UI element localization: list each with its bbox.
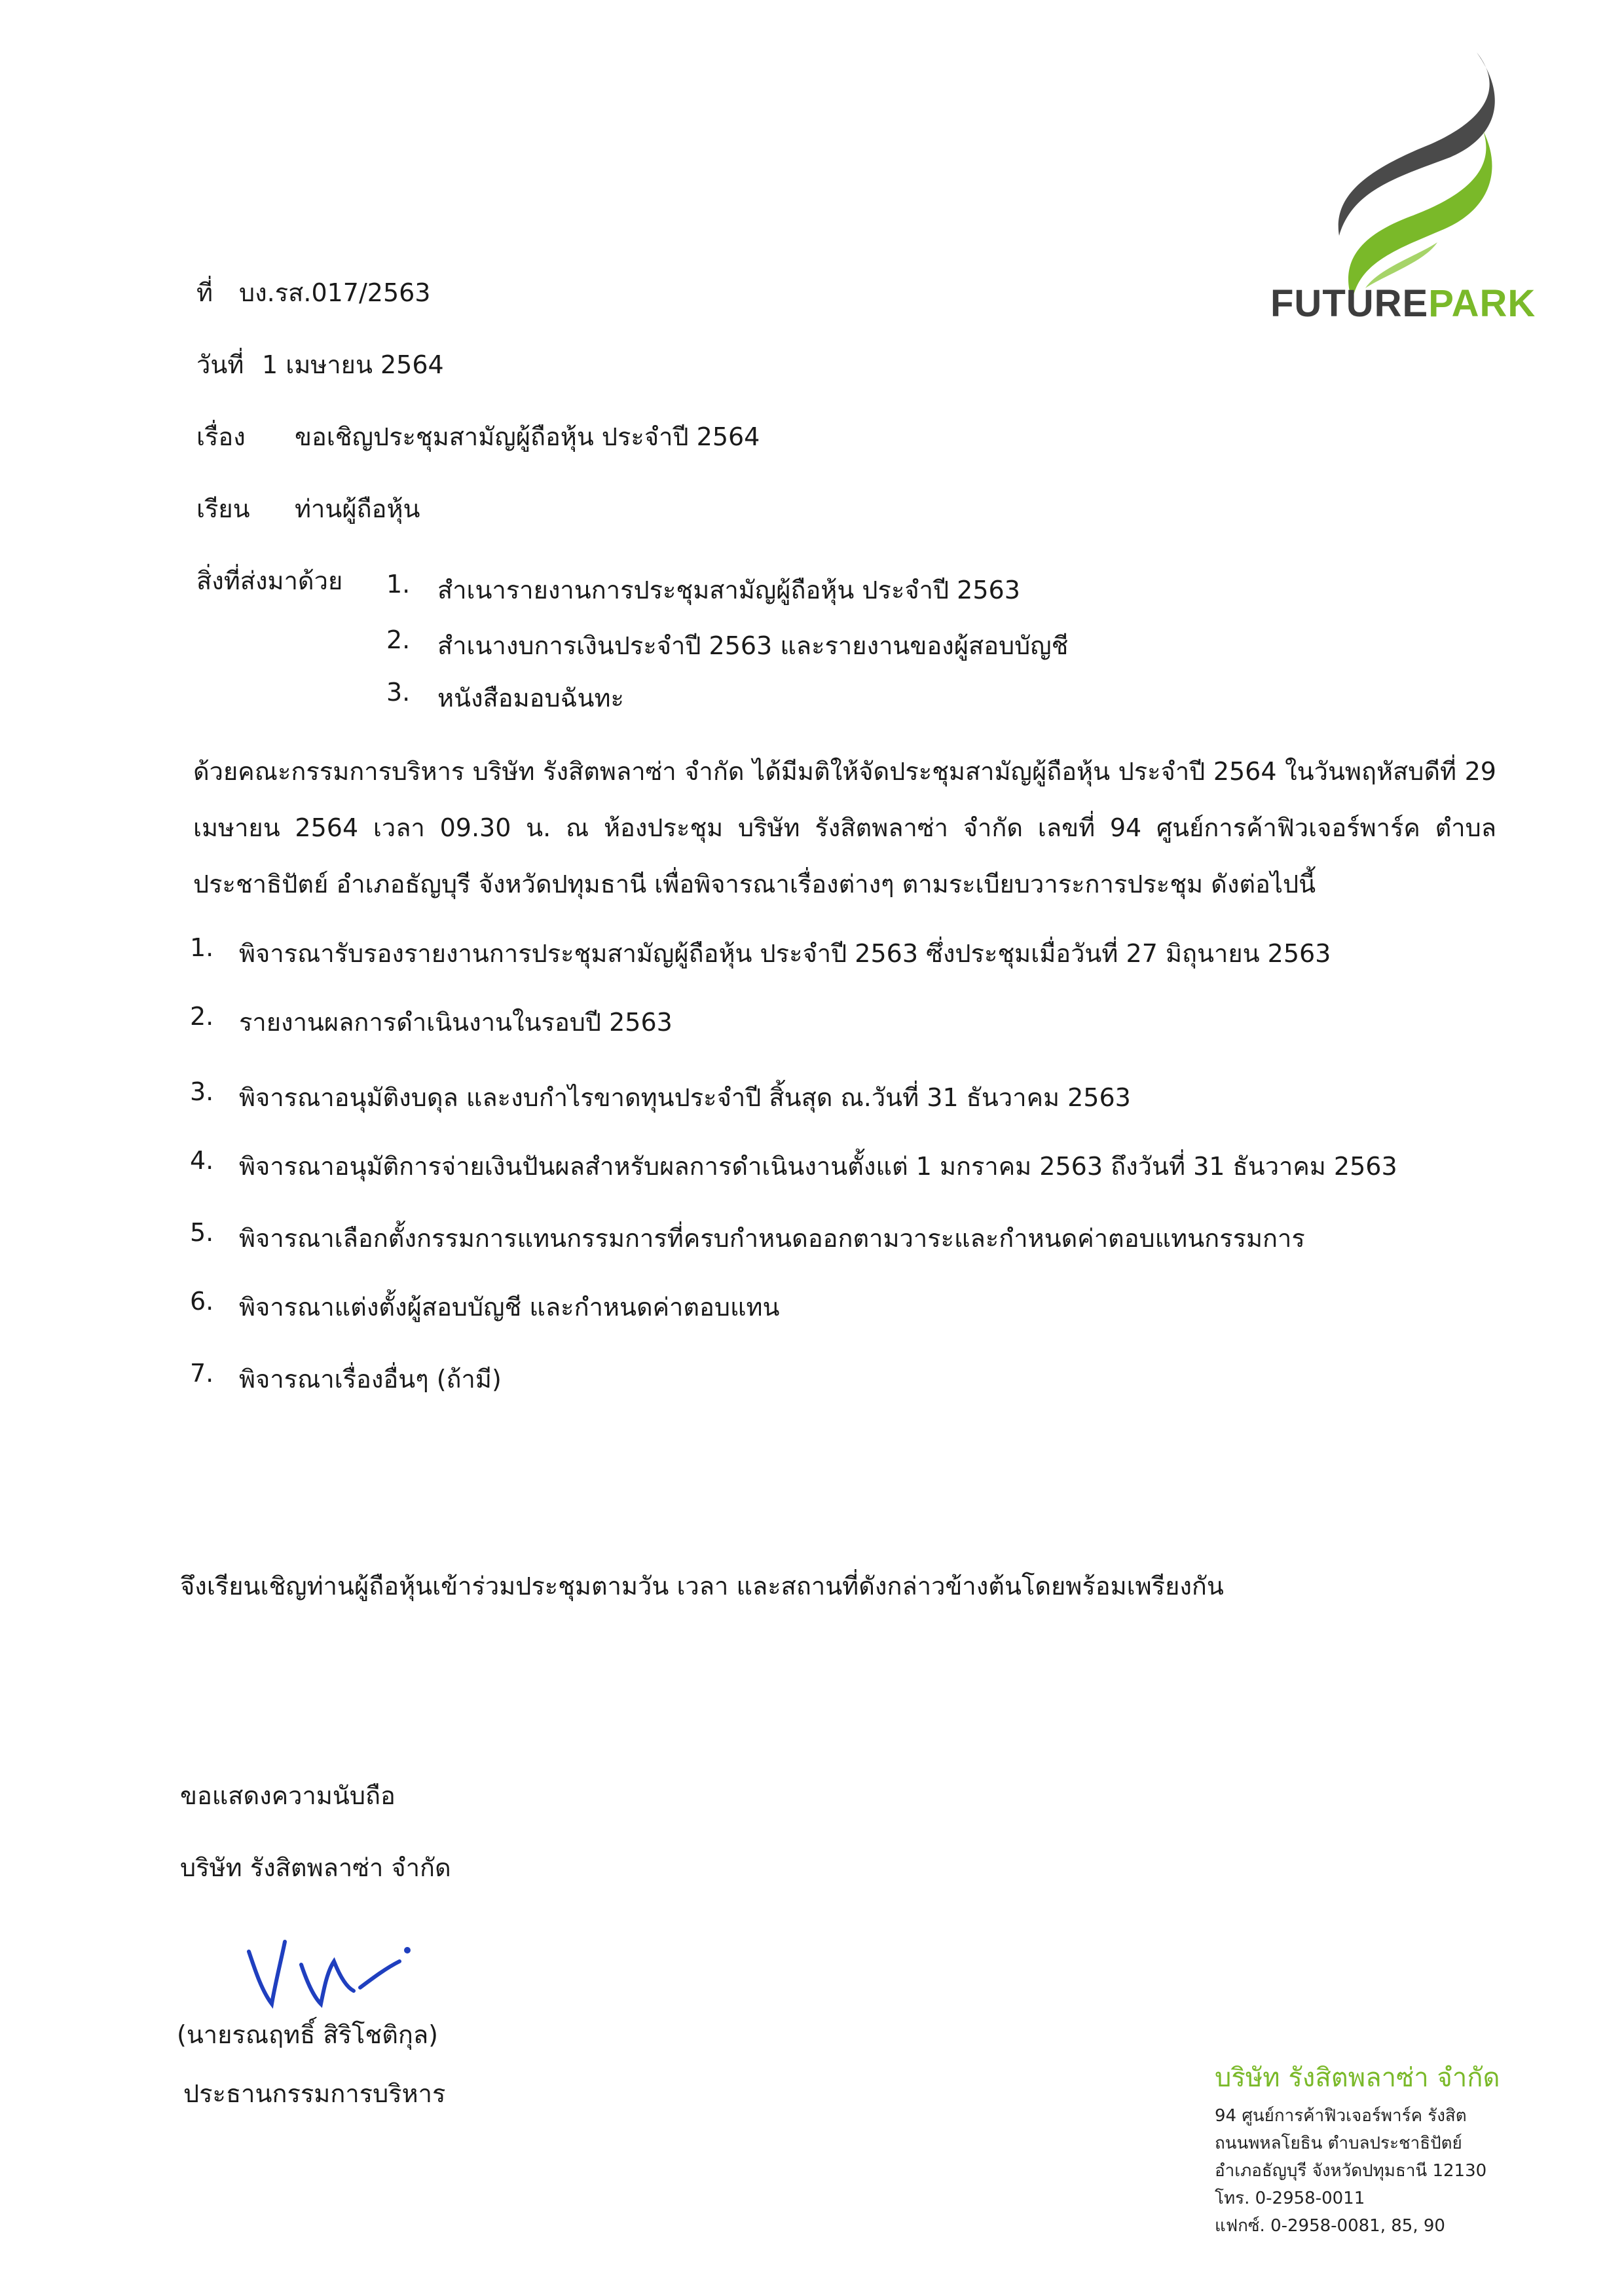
- signoff-company: บริษัท รังสิตพลาซ่า จำกัด: [180, 1853, 451, 1882]
- footer-company-name: บริษัท รังสิตพลาซ่า จำกัด: [1215, 2063, 1500, 2093]
- agenda-num: 7.: [190, 1359, 214, 1388]
- agenda-num: 3.: [190, 1077, 214, 1106]
- agenda-num: 6.: [190, 1287, 214, 1316]
- footer-phone: โทร. 0-2958-0011: [1215, 2189, 1365, 2208]
- footer-address-2: ถนนพหลโยธิน ตำบลประชาธิปัตย์: [1215, 2134, 1462, 2153]
- footer-fax: แฟกซ์. 0-2958-0081, 85, 90: [1215, 2216, 1445, 2236]
- ref-label: ที่: [196, 278, 213, 307]
- enclosure-label: สิ่งที่ส่งมาด้วย: [196, 566, 343, 595]
- enclosure-item: หนังสือมอบฉันทะ: [437, 684, 624, 713]
- regards-text: ขอแสดงความนับถือ: [180, 1781, 396, 1810]
- date-value: 1 เมษายน 2564: [262, 350, 444, 379]
- to-label: เรียน: [196, 494, 250, 523]
- footer-address-3: อำเภอธัญบุรี จังหวัดปทุมธานี 12130: [1215, 2161, 1487, 2181]
- agenda-num: 2.: [190, 1002, 214, 1031]
- signer-title: ประธานกรรมการบริหาร: [183, 2079, 446, 2108]
- agenda-item: พิจารณาเรื่องอื่นๆ (ถ้ามี): [239, 1365, 502, 1394]
- footer-address-1: 94 ศูนย์การค้าฟิวเจอร์พาร์ค รังสิต: [1215, 2106, 1467, 2126]
- agenda-item: พิจารณาอนุมัติการจ่ายเงินปันผลสำหรับผลการดำเนินงานตั้งแต่ 1 มกราคม 2563 ถึงวันที่ 31 ธันวาคม 2563: [239, 1152, 1397, 1181]
- enclosure-item: สำเนารายงานการประชุมสามัญผู้ถือหุ้น ประจำปี 2563: [437, 576, 1020, 604]
- agenda-num: 5.: [190, 1218, 214, 1247]
- subject-value: ขอเชิญประชุมสามัญผู้ถือหุ้น ประจำปี 2564: [295, 422, 760, 451]
- ref-value: บง.รส.017/2563: [239, 278, 431, 307]
- closing-paragraph: จึงเรียนเชิญท่านผู้ถือหุ้นเข้าร่วมประชุมตามวัน เวลา และสถานที่ดังกล่าวข้างต้นโดยพร้อมเพรียงกัน: [180, 1572, 1224, 1601]
- brand-word-park: PARK: [1428, 282, 1536, 325]
- date-label: วันที่: [196, 350, 244, 379]
- enclosure-num: 3.: [386, 678, 411, 707]
- agenda-item: พิจารณาอนุมัติงบดุล และงบกำไรขาดทุนประจำปี สิ้นสุด ณ.วันที่ 31 ธันวาคม 2563: [239, 1083, 1131, 1112]
- agenda-num: 1.: [190, 933, 214, 962]
- to-value: ท่านผู้ถือหุ้น: [295, 494, 420, 523]
- enclosure-item: สำเนางบการเงินประจำปี 2563 และรายงานของผู้สอบบัญชี: [437, 631, 1069, 660]
- handwritten-signature-icon: [236, 1925, 419, 2024]
- enclosure-num: 2.: [386, 625, 411, 654]
- agenda-item: พิจารณาแต่งตั้งผู้สอบบัญชี และกำหนดค่าตอบแทน: [239, 1293, 780, 1322]
- intro-paragraph: ด้วยคณะกรรมการบริหาร บริษัท รังสิตพลาซ่า จำกัด ได้มีมติให้จัดประชุมสามัญผู้ถือหุ้น ประจำปี 2564 ในวันพฤหัสบดีที่ 29 เมษายน 2564 เวลา 09.30 น. ณ ห้องประชุม บริษัท รังสิตพลาซ่า จำกัด เลขที่ 94 ศูนย์การค้าฟิวเจอร์พาร์ค ตำบลประชาธิปัตย์ อำเภอธัญบุรี จังหวัดปทุมธานี เพื่อพิจารณาเรื่องต่างๆ ตามระเบียบวาระการประชุม ดังต่อไปนี้: [193, 757, 1496, 898]
- agenda-item: พิจารณาเลือกตั้งกรรมการแทนกรรมการที่ครบกำหนดออกตามวาระและกำหนดค่าตอบแทนกรรมการ: [239, 1224, 1305, 1253]
- agenda-item: พิจารณารับรองรายงานการประชุมสามัญผู้ถือหุ้น ประจำปี 2563 ซึ่งประชุมเมื่อวันที่ 27 มิถุนายน 2563: [239, 939, 1331, 968]
- agenda-item: รายงานผลการดำเนินงานในรอบปี 2563: [239, 1008, 673, 1037]
- enclosure-num: 1.: [386, 570, 411, 599]
- brand-wordmark: [1270, 282, 1536, 325]
- agenda-num: 4.: [190, 1146, 214, 1175]
- signer-name: (นายรณฤทธิ์ สิริโชติกุล): [177, 2020, 438, 2049]
- brand-word-future: FUTURE: [1270, 282, 1429, 325]
- subject-label: เรื่อง: [196, 422, 246, 451]
